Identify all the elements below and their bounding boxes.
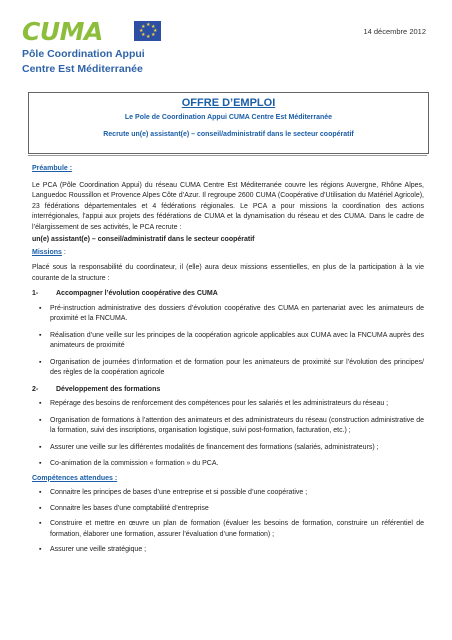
list-item: ▪ Organisation de formations à l’attention des animateurs et des administrateurs du réseau (construction administrative de la formation, suivi des inscriptions, organisation logistique, suivi post-formation, facturation, etc.) ;: [32, 416, 424, 437]
list-item: ▪ Pré-instruction administrative des dossiers d’évolution coopérative des CUMA en partenariat avec les animateurs de proximité et la FNCUMA.: [32, 304, 424, 325]
missions-intro: Placé sous la responsabilité du coordinateur, il (elle) aura deux missions essentielles, en plus de la participation à la vie courante de la structure :: [32, 264, 424, 282]
section-1-title: Accompagner l’évolution coopérative des CUMA: [56, 290, 218, 297]
logo-line-1: Pôle Coordination Appui: [22, 48, 145, 60]
list-item: ▪ Co-animation de la commission « formation » du PCA.: [32, 459, 424, 470]
list-item: ▪ Assurer une veille sur les différentes modalités de financement des formations (salariés, administrateurs) ;: [32, 443, 424, 454]
preambule-text: Le PCA (Pôle Coordination Appui) du réseau CUMA Centre Est Méditerranée couvre les régions Auvergne, Rhône Alpes, Languedoc Roussillon et Provence Alpes Côte d’Azur. Il regroupe 2600 CUMA (Coopérative d’Utilisation du Matériel Agricole), 23 fédérations départementales et 4 fédérations régionales. Le PCA a pour missions la coordination des actions interrégionales, l’appui aux projets des fédérations de CUMA et la dynamisation du réseau et des CUMA. Dans le cadre de l’élargissement de ses activités, le PCA recrute :: [32, 181, 424, 231]
list-item: ▪ Assurer une veille stratégique ;: [32, 545, 424, 556]
title-box: [28, 92, 429, 154]
section-2-number: 2-: [32, 385, 39, 393]
list-item: ▪ Organisation de journées d’information et de formation pour les animateurs de proximité sur l’évolution des principes/ des règles de la coopération agricole: [32, 358, 424, 379]
list-item: ▪ Construire et mettre en œuvre un plan de formation (évaluer les besoins de formation, construire un référentiel de formation, élaborer une formation, assurer l’évaluation d’une formation) ;: [32, 519, 424, 540]
divider: [28, 155, 427, 156]
subtitle-position: Recrute un(e) assistant(e) – conseil/administratif dans le secteur coopératif: [103, 131, 354, 138]
competences-list: [32, 488, 424, 556]
document-body: [32, 164, 424, 556]
logo-wordmark: CUMA: [22, 17, 103, 46]
missions-heading-line: [32, 248, 424, 259]
preambule-heading: Préambule :: [32, 165, 73, 172]
list-item: ▪ Connaitre les principes de bases d’une entreprise et si possible d’une coopérative ;: [32, 488, 424, 499]
section-1-number: 1-: [32, 290, 39, 297]
logo-line-2: Centre Est Méditerranée: [22, 63, 143, 75]
missions-heading: Missions: [32, 248, 62, 256]
subtitle-organisation: Le Pole de Coordination Appui CUMA Centre Est Méditerranée: [124, 114, 333, 121]
section-2-heading: [32, 385, 424, 396]
cuma-logo: [22, 18, 162, 80]
position-title: un(e) assistant(e) – conseil/administratif dans le secteur coopératif: [32, 236, 255, 243]
list-item: ▪ Repérage des besoins de renforcement des compétences pour les salariés et les administrateurs du réseau ;: [32, 399, 424, 410]
competences-heading: Compétences attendues :: [32, 474, 118, 482]
section-1-list: [32, 304, 424, 379]
list-item: ▪ Connaitre les bases d’une comptabilité d’entreprise: [32, 504, 424, 515]
section-2-list: [32, 399, 424, 470]
missions-heading-suffix: :: [61, 248, 66, 256]
document-date: 14 décembre 2012: [363, 27, 426, 36]
section-1-heading: [32, 289, 424, 300]
section-2-title: Développement des formations: [56, 385, 161, 393]
eu-flag-icon: ★ ★ ★ ★ ★ ★ ★ ★: [134, 21, 161, 41]
page-title: OFFRE D’EMPLOI: [181, 97, 276, 109]
list-item: ▪ Réalisation d’une veille sur les principes de la coopération agricole applicables aux CUMA avec la FNCUMA auprès des animateurs de proximité: [32, 331, 424, 352]
